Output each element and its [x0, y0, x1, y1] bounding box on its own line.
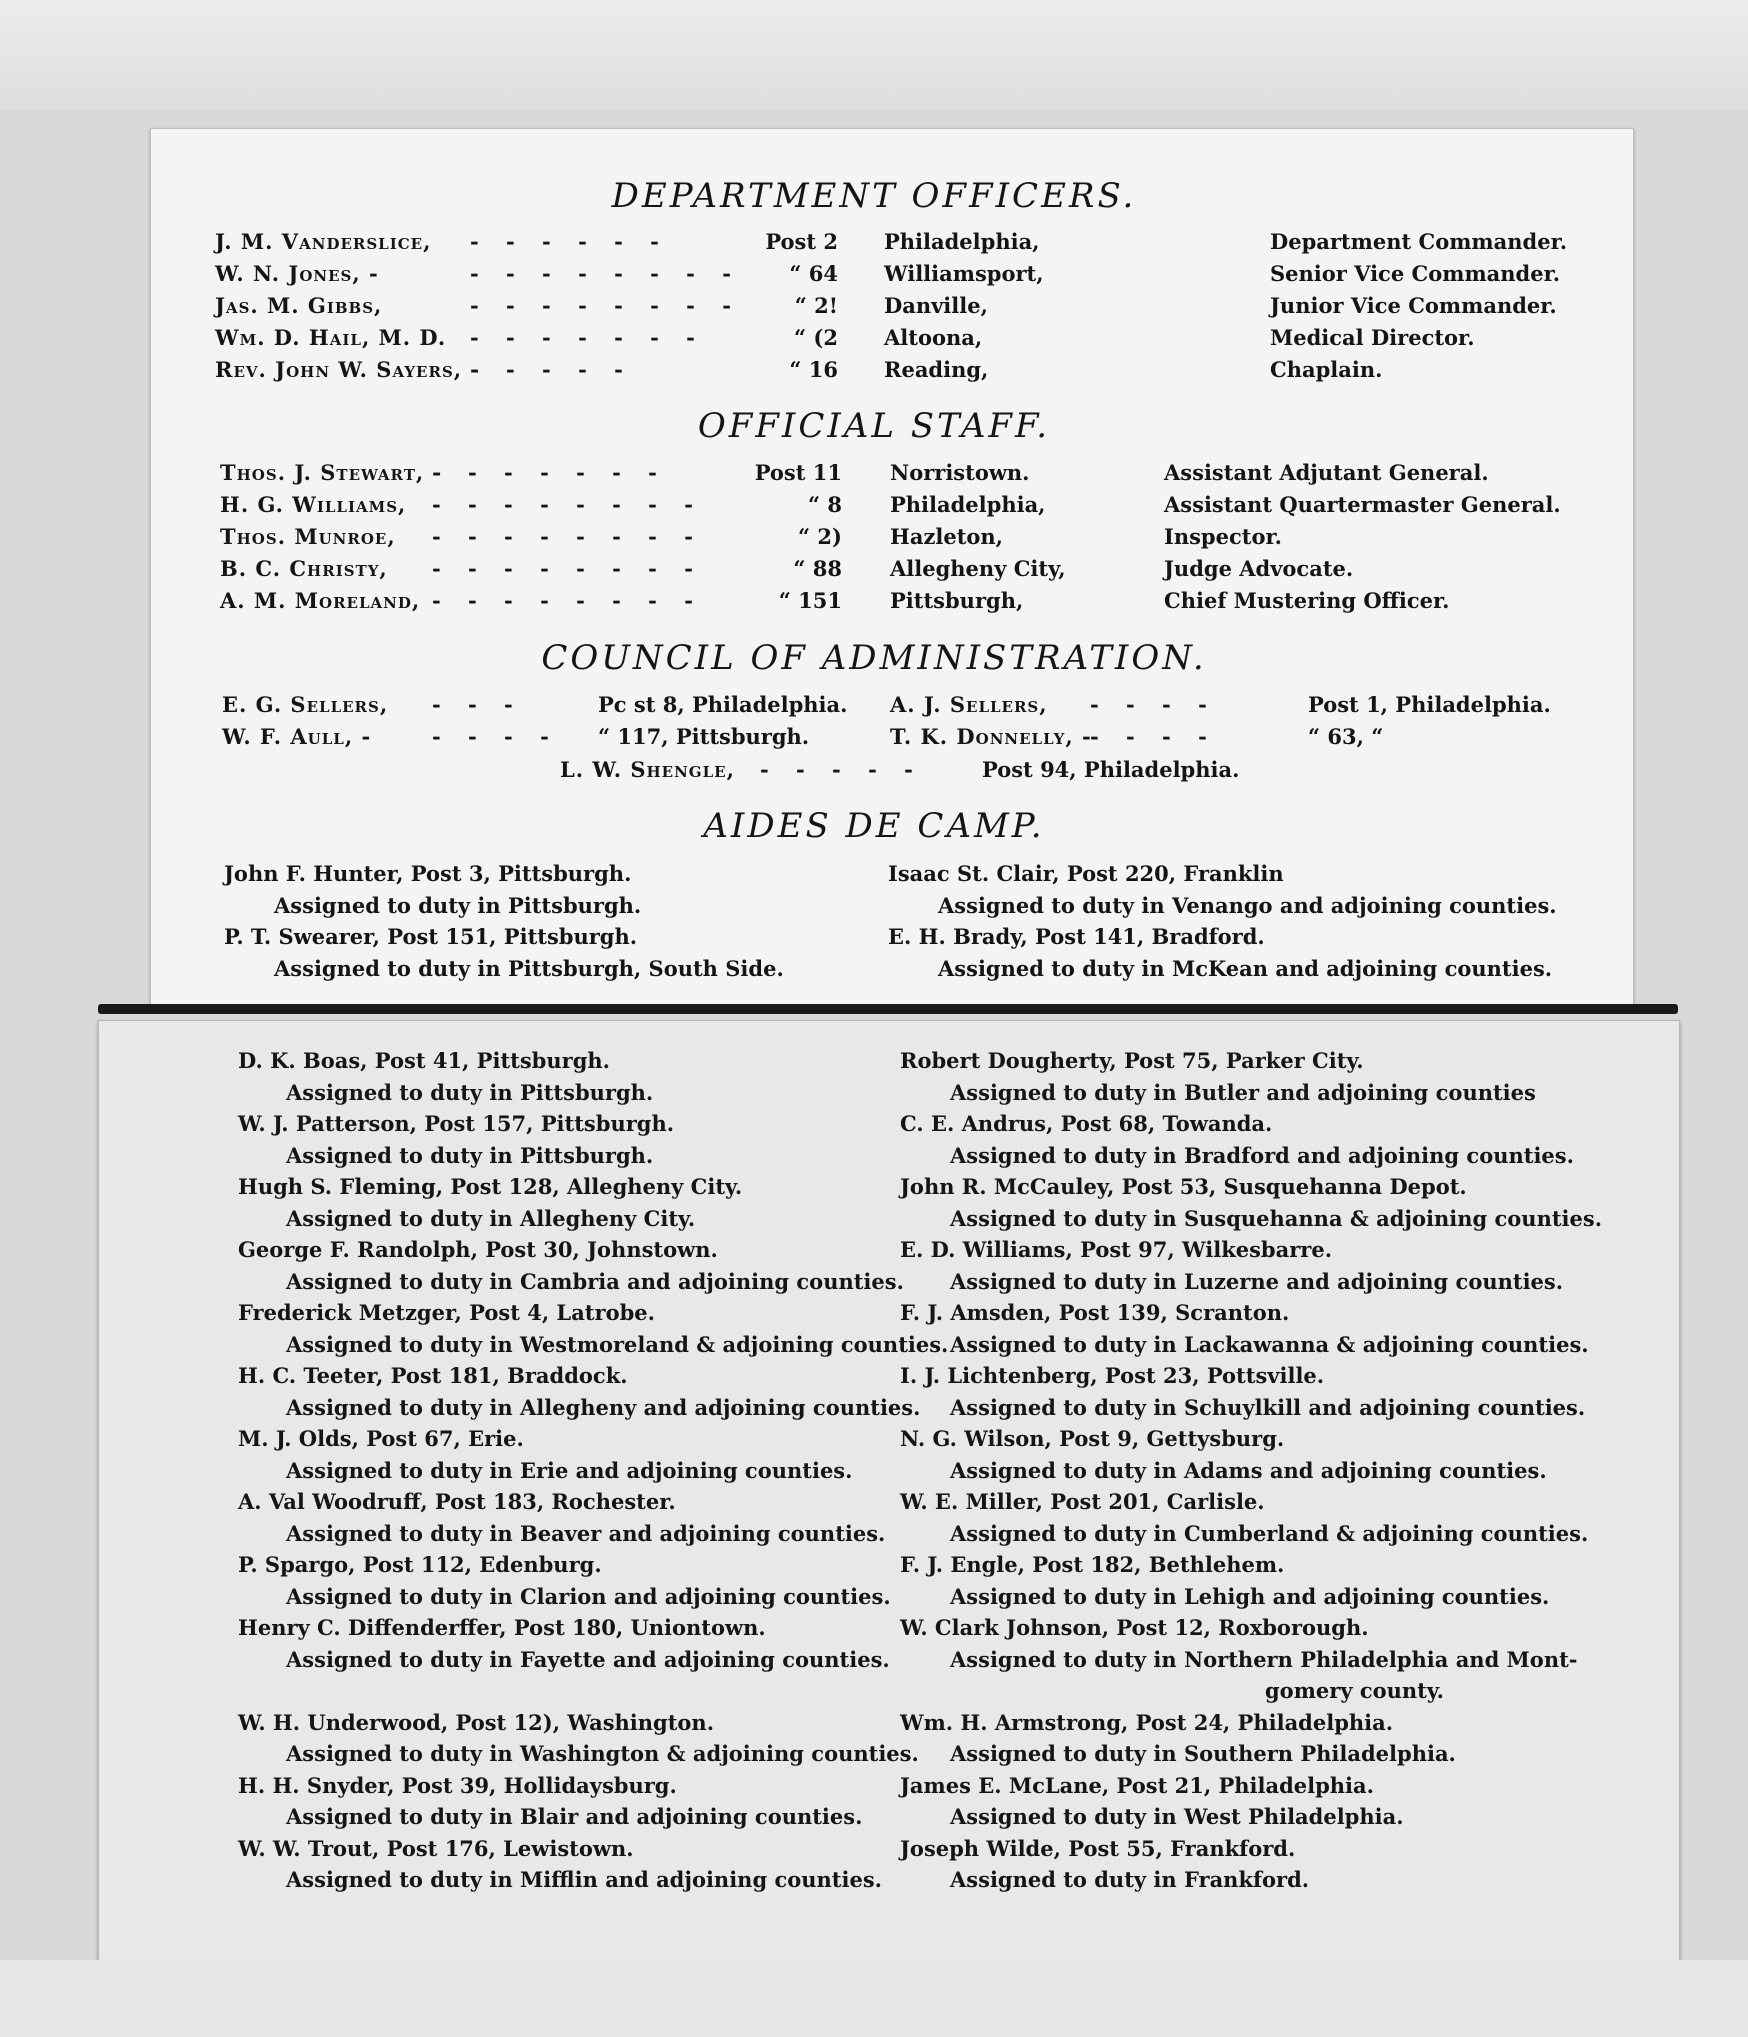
- assignment-line: Assigned to duty in Bradford and adjoining counties.: [950, 1142, 1574, 1168]
- officer-title: Chief Mustering Officer.: [1164, 588, 1450, 613]
- assignment-line: Assigned to duty in Cambria and adjoining counties.: [286, 1268, 904, 1294]
- council-post: “ 63, “: [1308, 724, 1384, 749]
- aide-entry: C. E. Andrus, Post 68, Towanda.: [900, 1111, 1273, 1136]
- officer-title: Assistant Quartermaster General.: [1164, 492, 1561, 517]
- council-center-name: L. W. Shengle,: [560, 757, 735, 782]
- aide-entry: D. K. Boas, Post 41, Pittsburgh.: [238, 1048, 610, 1073]
- officer-name: J. M. Vanderslice,: [215, 229, 432, 254]
- officer-title: Chaplain.: [1270, 357, 1383, 382]
- officer-name: H. G. Williams,: [220, 492, 407, 517]
- aide-entry: W. H. Underwood, Post 12), Washington.: [238, 1709, 715, 1735]
- council-post: Post 1, Philadelphia.: [1308, 692, 1551, 717]
- officer-post: “ (2: [794, 325, 838, 350]
- assignment-line: Assigned to duty in McKean and adjoining counties.: [938, 955, 1553, 981]
- leader-dots: - - - - -: [470, 357, 633, 382]
- council-center-post: Post 94, Philadelphia.: [982, 757, 1240, 782]
- assignment-line: Assigned to duty in Clarion and adjoining counties.: [286, 1583, 891, 1609]
- aide-entry: Isaac St. Clair, Post 220, Franklin: [888, 861, 1284, 886]
- officer-name: Thos. Munroe,: [220, 524, 396, 549]
- leader-dots: - - - - - - -: [432, 460, 667, 485]
- aide-entry: H. C. Teeter, Post 181, Braddock.: [238, 1363, 628, 1388]
- assignment-line: Assigned to duty in Southern Philadelphia.: [950, 1741, 1456, 1766]
- officer-title: Judge Advocate.: [1164, 556, 1354, 581]
- officer-city: Williamsport,: [884, 261, 1044, 286]
- aides-heading: AIDES DE CAMP.: [703, 806, 1045, 846]
- officer-name: A. M. Moreland,: [220, 588, 421, 613]
- aide-entry: Henry C. Diffenderffer, Post 180, Uniontown.: [238, 1615, 766, 1640]
- page-fold: [98, 1004, 1678, 1014]
- assignment-line: Assigned to duty in Westmoreland & adjoining counties.: [286, 1331, 949, 1357]
- assignment-line: Assigned to duty in Pittsburgh.: [286, 1079, 654, 1105]
- assignment-line: Assigned to duty in Pittsburgh.: [274, 892, 642, 918]
- assignment-line: Assigned to duty in Pittsburgh.: [286, 1142, 654, 1168]
- officer-city: Reading,: [884, 357, 989, 382]
- aide-entry: W. Clark Johnson, Post 12, Roxborough.: [900, 1615, 1369, 1640]
- officer-name: W. N. Jones, -: [215, 261, 379, 286]
- leader-dots: - - - -: [1090, 724, 1217, 749]
- officer-city: Danville,: [884, 293, 988, 318]
- leader-dots: - - - - - - - -: [432, 524, 703, 549]
- officer-title: Senior Vice Commander.: [1270, 261, 1561, 286]
- council-heading: COUNCIL OF ADMINISTRATION.: [541, 638, 1207, 678]
- aide-entry: Wm. H. Armstrong, Post 24, Philadelphia.: [900, 1709, 1394, 1735]
- aide-entry: W. E. Miller, Post 201, Carlisle.: [900, 1489, 1265, 1514]
- officer-post: “ 88: [793, 556, 842, 581]
- officer-post: Post 11: [754, 460, 842, 485]
- officer-title: Inspector.: [1164, 524, 1282, 549]
- officer-post: “ 2!: [794, 293, 838, 318]
- leader-dots: - - - -: [1090, 692, 1217, 717]
- aide-entry: E. D. Williams, Post 97, Wilkesbarre.: [900, 1237, 1333, 1262]
- leader-dots: - - - - - - - -: [432, 588, 703, 613]
- assignment-line: Assigned to duty in Cumberland & adjoining counties.: [950, 1520, 1589, 1546]
- aide-entry: Robert Dougherty, Post 75, Parker City.: [900, 1048, 1364, 1073]
- assignment-line: Assigned to duty in Schuylkill and adjoining counties.: [950, 1394, 1586, 1420]
- officer-city: Altoona,: [884, 325, 983, 350]
- assignment-line: Assigned to duty in West Philadelphia.: [950, 1804, 1404, 1829]
- background-bottom: [0, 1960, 1748, 2037]
- officer-city: Allegheny City,: [890, 556, 1066, 581]
- council-post: Pc st 8, Philadelphia.: [598, 692, 848, 717]
- officer-title: Assistant Adjutant General.: [1164, 460, 1489, 485]
- assignment-line: Assigned to duty in Mifflin and adjoining counties.: [286, 1867, 882, 1892]
- officer-post: “ 2): [798, 524, 842, 549]
- leader-dots: - - - - - - - -: [470, 261, 741, 286]
- assignment-line: Assigned to duty in Fayette and adjoining counties.: [286, 1646, 890, 1672]
- officer-post: Post 2: [765, 229, 838, 254]
- assignment-line: Assigned to duty in Northern Philadelphia and Mont-: [950, 1646, 1578, 1672]
- aide-entry: John R. McCauley, Post 53, Susquehanna Depot.: [900, 1174, 1467, 1199]
- aide-entry: W. W. Trout, Post 176, Lewistown.: [238, 1835, 634, 1861]
- officer-name: Wm. D. Hail, M. D.: [215, 325, 447, 350]
- assignment-line: Assigned to duty in Erie and adjoining counties.: [286, 1457, 853, 1483]
- department-officers-heading: DEPARTMENT OFFICERS.: [611, 176, 1137, 216]
- assignment-line: Assigned to duty in Washington & adjoining counties.: [286, 1741, 919, 1766]
- assignment-line: Assigned to duty in Allegheny and adjoining counties.: [286, 1394, 921, 1420]
- council-name: E. G. Sellers,: [222, 692, 389, 717]
- leader-dots: - - - - - -: [470, 229, 669, 254]
- leader-dots: - - - - - - - -: [470, 293, 741, 318]
- aide-entry: I. J. Lichtenberg, Post 23, Pottsville.: [900, 1363, 1325, 1388]
- officer-city: Norristown.: [890, 460, 1030, 485]
- aide-entry: James E. McLane, Post 21, Philadelphia.: [900, 1772, 1374, 1798]
- aide-entry: N. G. Wilson, Post 9, Gettysburg.: [900, 1426, 1285, 1451]
- council-post: “ 117, Pittsburgh.: [598, 724, 810, 749]
- leader-dots: - - - - - - - -: [432, 556, 703, 581]
- assignment-line: Assigned to duty in Pittsburgh, South Side.: [274, 955, 784, 981]
- officer-name: B. C. Christy,: [220, 556, 388, 581]
- officer-post: “ 8: [807, 492, 842, 517]
- aide-entry: P. Spargo, Post 112, Edenburg.: [238, 1552, 602, 1577]
- aide-entry: George F. Randolph, Post 30, Johnstown.: [238, 1237, 718, 1262]
- officer-post: “ 16: [789, 357, 838, 382]
- officer-name: Thos. J. Stewart, -: [220, 460, 443, 485]
- assignment-line: Assigned to duty in Luzerne and adjoining counties.: [950, 1268, 1564, 1294]
- leader-dots: - - -: [432, 692, 523, 717]
- assignment-line: Assigned to duty in Butler and adjoining counties: [950, 1079, 1536, 1105]
- officer-city: Pittsburgh,: [890, 588, 1024, 613]
- assignment-line: Assigned to duty in Blair and adjoining counties.: [286, 1804, 863, 1829]
- aide-entry: gomery county.: [1265, 1678, 1444, 1703]
- assignment-line: Assigned to duty in Lehigh and adjoining counties.: [950, 1583, 1550, 1609]
- leader-dots: - - - -: [432, 724, 559, 749]
- aide-entry: John F. Hunter, Post 3, Pittsburgh.: [224, 861, 632, 886]
- council-name: T. K. Donnelly, -: [890, 724, 1092, 749]
- background-top: [0, 0, 1748, 110]
- council-name: W. F. Aull, -: [222, 724, 372, 749]
- official-staff-heading: OFFICIAL STAFF.: [697, 406, 1051, 446]
- assignment-line: Assigned to duty in Allegheny City.: [286, 1205, 696, 1231]
- assignment-line: Assigned to duty in Lackawanna & adjoining counties.: [950, 1331, 1589, 1357]
- aide-entry: H. H. Snyder, Post 39, Hollidaysburg.: [238, 1772, 677, 1798]
- aide-entry: P. T. Swearer, Post 151, Pittsburgh.: [224, 924, 638, 949]
- assignment-line: Assigned to duty in Beaver and adjoining counties.: [286, 1520, 886, 1546]
- aide-entry: W. J. Patterson, Post 157, Pittsburgh.: [238, 1111, 675, 1136]
- aide-entry: Hugh S. Fleming, Post 128, Allegheny City.: [238, 1174, 743, 1199]
- officer-post: “ 64: [789, 261, 838, 286]
- officer-name: Jas. M. Gibbs,: [215, 293, 383, 318]
- officer-city: Philadelphia,: [884, 229, 1040, 254]
- assignment-line: Assigned to duty in Adams and adjoining counties.: [950, 1457, 1547, 1483]
- assignment-line: Assigned to duty in Susquehanna & adjoining counties.: [950, 1205, 1603, 1231]
- officer-title: Department Commander.: [1270, 229, 1568, 254]
- leader-dots: - - - - - - - -: [432, 492, 703, 517]
- officer-city: Philadelphia,: [890, 492, 1046, 517]
- aide-entry: Frederick Metzger, Post 4, Latrobe.: [238, 1300, 655, 1325]
- officer-city: Hazleton,: [890, 524, 1003, 549]
- assignment-line: Assigned to duty in Frankford.: [950, 1867, 1310, 1892]
- assignment-line: Assigned to duty in Venango and adjoining counties.: [938, 892, 1557, 918]
- leader-dots: - - - - - - -: [470, 325, 705, 350]
- aide-entry: M. J. Olds, Post 67, Erie.: [238, 1426, 524, 1451]
- aide-entry: F. J. Amsden, Post 139, Scranton.: [900, 1300, 1290, 1325]
- officer-name: Rev. John W. Sayers, -: [215, 357, 481, 382]
- aide-entry: E. H. Brady, Post 141, Bradford.: [888, 924, 1265, 949]
- officer-title: Medical Director.: [1270, 325, 1475, 350]
- aide-entry: F. J. Engle, Post 182, Bethlehem.: [900, 1552, 1285, 1577]
- council-center-dots: - - - - -: [760, 757, 923, 782]
- aide-entry: Joseph Wilde, Post 55, Frankford.: [900, 1835, 1296, 1861]
- officer-title: Junior Vice Commander.: [1270, 293, 1557, 318]
- aide-entry: A. Val Woodruff, Post 183, Rochester.: [238, 1489, 676, 1514]
- officer-post: “ 151: [778, 588, 842, 613]
- council-name: A. J. Sellers,: [890, 692, 1048, 717]
